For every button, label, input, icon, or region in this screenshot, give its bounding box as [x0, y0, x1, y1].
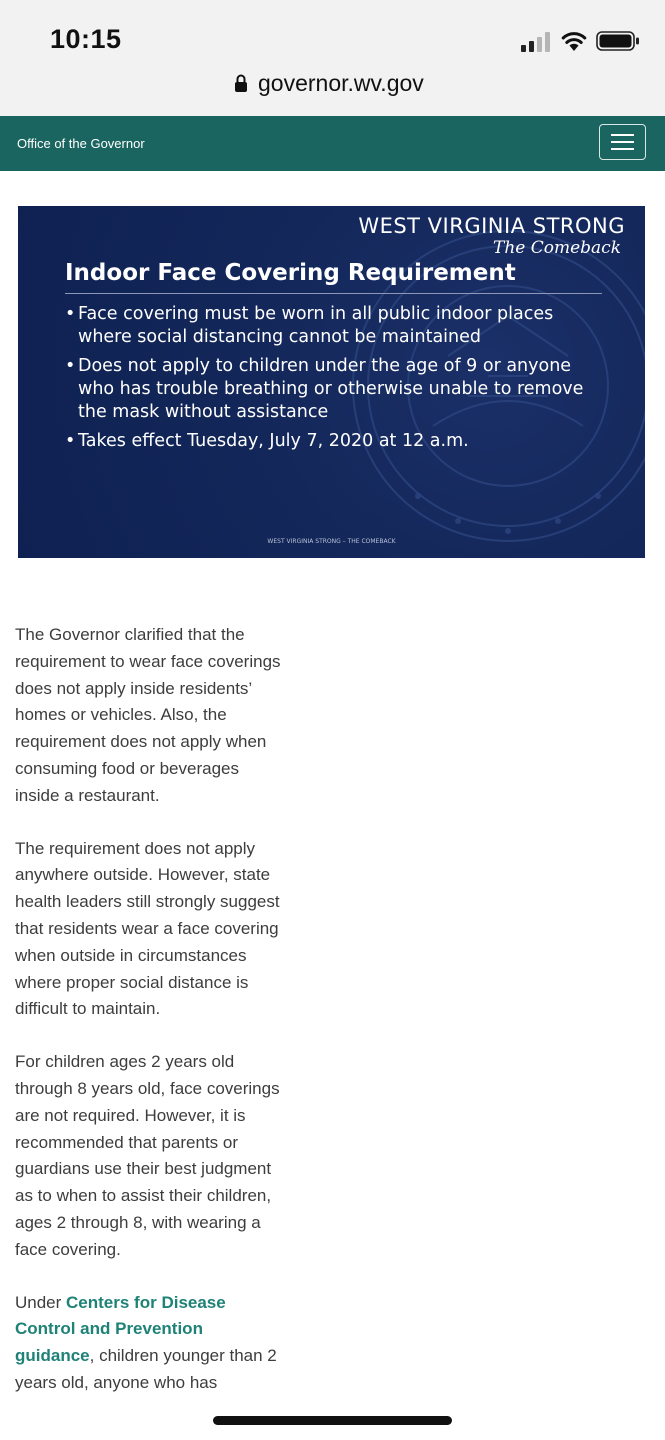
banner-tagline: The Comeback [492, 238, 621, 258]
menu-icon [611, 134, 634, 136]
article-paragraph [15, 1290, 281, 1397]
wifi-icon [561, 30, 587, 52]
site-title[interactable]: Office of the Governor [17, 136, 145, 151]
banner-brand: WEST VIRGINIA STRONG [358, 214, 625, 238]
paragraph-prefix: Under [15, 1292, 67, 1312]
hamburger-menu-button[interactable] [599, 124, 646, 160]
battery-icon [596, 31, 640, 51]
banner-bullet: • Takes effect Tuesday, July 7, 2020 at 12 a.m. [65, 430, 610, 453]
banner-bullet-list [65, 303, 610, 459]
banner-footer: WEST VIRGINIA STRONG – THE COMEBACK [267, 538, 396, 545]
article-paragraph: The Governor clarified that the requirement to wear face coverings does not apply inside residents’ homes or vehicles. Also, the requirement does not apply when consuming food or beverages inside a restaurant. [15, 625, 281, 805]
status-time: 10:15 [50, 24, 122, 54]
article-paragraph: The requirement does not apply anywhere outside. However, state health leaders still strongly suggest that residents wear a face covering when outside in circumstances where proper social distance is difficult to maintain. [15, 838, 280, 1019]
cellular-signal-icon [521, 32, 553, 52]
banner-title: Indoor Face Covering Requirement [65, 260, 516, 286]
article-body [15, 622, 281, 1423]
announcement-banner [18, 206, 645, 558]
url-text[interactable]: governor.wv.gov [258, 70, 424, 96]
banner-divider [65, 293, 602, 294]
banner-bullet: • Does not apply to children under the age of 9 or anyone who has trouble breathing or otherwise unable to remove the mask without assistance [65, 355, 610, 424]
paragraph-suffix: , children younger than 2 years old, anyone who has [15, 1346, 277, 1392]
article-paragraph: For children ages 2 years old through 8 years old, face coverings are not required. However, it is recommended that parents or guardians use their best judgment as to when to assist their children, ages 2 through 8, with wearing a face covering. [15, 1052, 280, 1259]
banner-bullet: • Face covering must be worn in all public indoor places where social distancing cannot be maintained [65, 303, 610, 349]
home-indicator[interactable] [213, 1416, 452, 1425]
lock-icon [234, 73, 248, 93]
cdc-guidance-link[interactable]: Centers for Disease Control and Prevention guidance [15, 1292, 226, 1366]
